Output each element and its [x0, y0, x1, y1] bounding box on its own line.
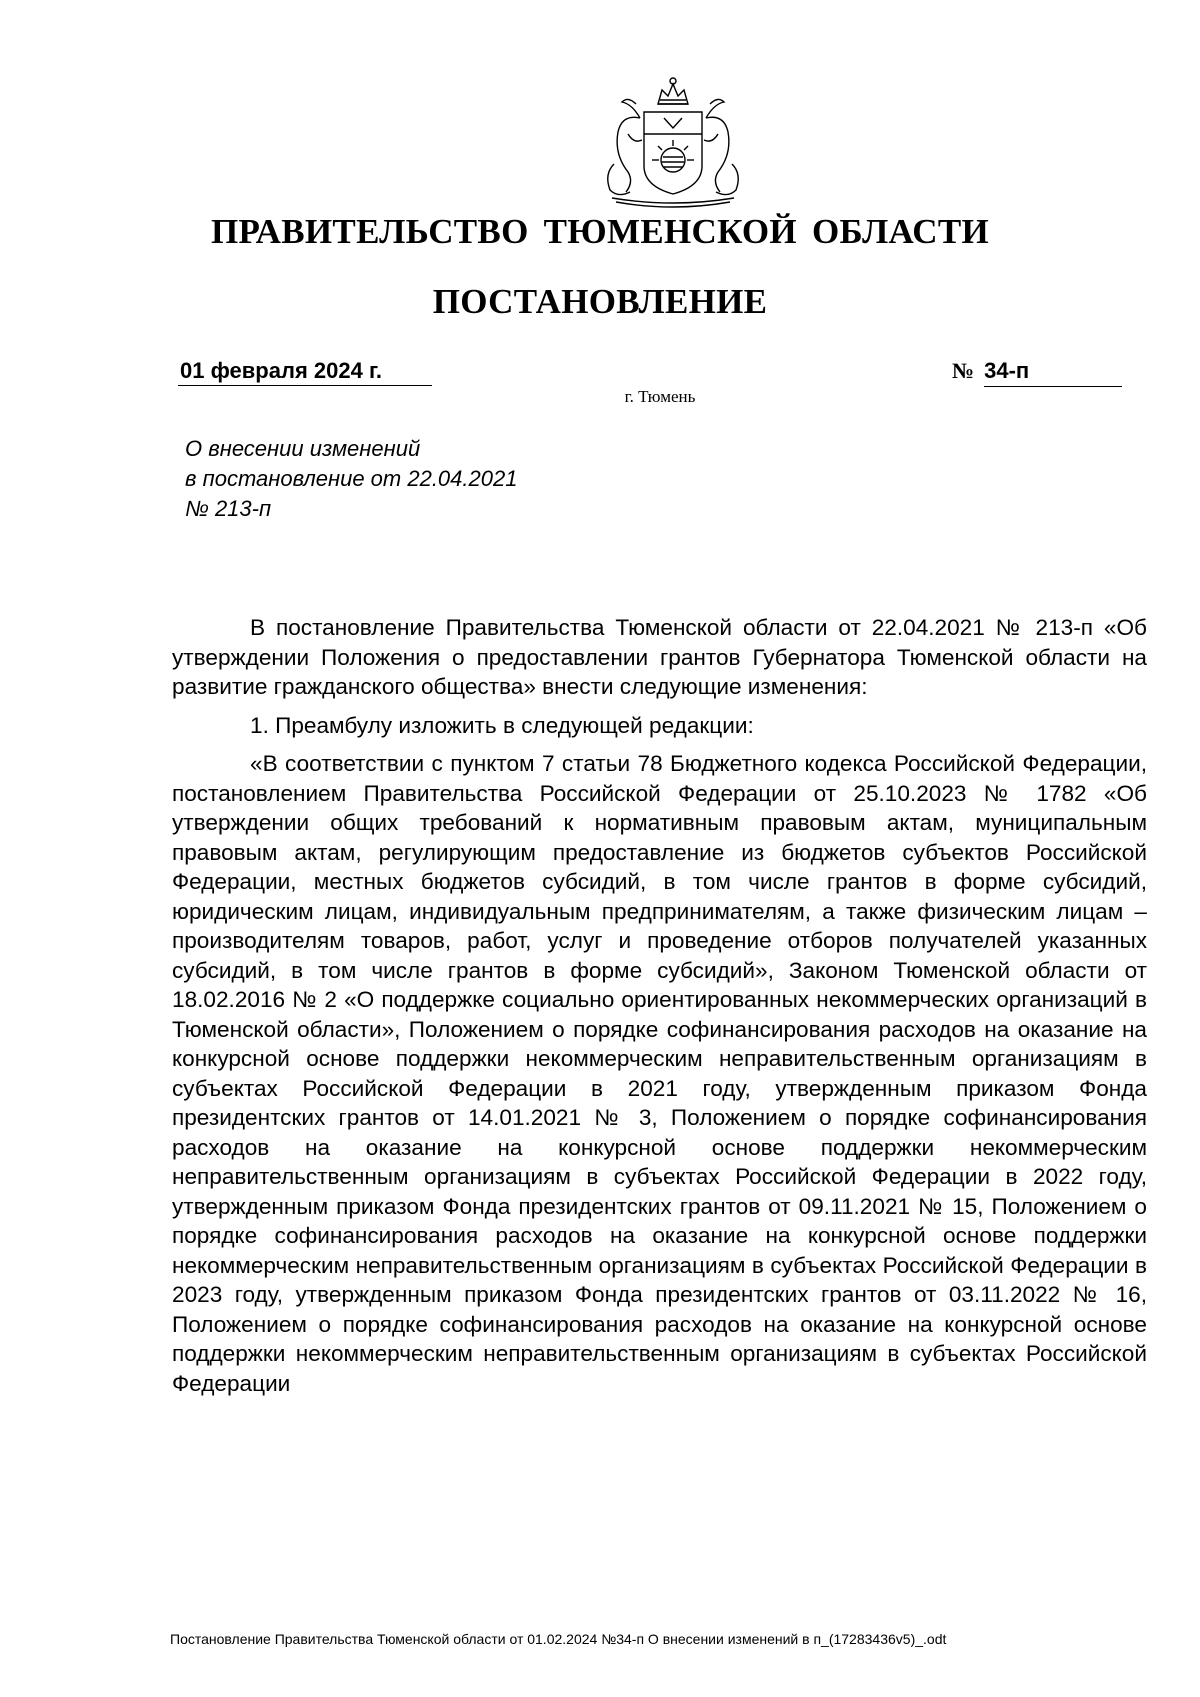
subject-line: О внесении изменений — [185, 436, 421, 461]
government-name: ПРАВИТЕЛЬСТВО ТЮМЕНСКОЙ ОБЛАСТИ — [210, 212, 990, 251]
document-subject — [185, 434, 625, 524]
body-paragraph: «В соответствии с пунктом 7 статьи 78 Бюджетного кодекса Российской Федерации, постановлением Правительства Российской Федерации от 25.10.2023 № 1782 «Об утверждении общих требований к нормативным правовым актам, муниципальным правовым актам, регулирующим предоставление из бюджетов субъектов Российской Федерации, местных бюджетов субсидий, в том числе грантов в форме субсидий, юридическим лицам, индивидуальным предпринимателям, а также физическим лицам – производителям товаров, работ, услуг и проведение отборов получателей указанных субсидий, в том числе грантов в форме субсидий», Законом Тюменской области от 18.02.2016 № 2 «О поддержке социально ориентированных некоммерческих организаций в Тюменской области», Положением о порядке софинансирования расходов на оказание на конкурсной основе поддержки некоммерческим неправительственным организациям в субъектах Российской Федерации в 2021 году, утвержденным приказом Фонда президентских грантов от 14.01.2021 № 3, Положением о порядке софинансирования расходов на оказание на конкурсной основе поддержки некоммерческим неправительственным организациям в субъектах Российской Федерации в 2022 году, утвержденным приказом Фонда президентских грантов от 09.11.2021 № 15, Положением о порядке софинансирования расходов на оказание на конкурсной основе поддержки некоммерческим неправительственным организациям в субъектах Российской Федерации в 2023 году, утвержденным приказом Фонда президентских грантов от 03.11.2022 № 16, Положением о порядке софинансирования расходов на оказание на конкурсной основе поддержки некоммерческим неправительственным организациям в субъектах Российской Федерации — [172, 751, 1147, 1396]
number-value: 34-п — [984, 356, 1122, 387]
document-type: ПОСТАНОВЛЕНИЕ — [432, 282, 768, 321]
subject-line: в постановление от 22.04.2021 — [185, 466, 518, 491]
body-paragraph: 1. Преамбулу изложить в следующей редакции: — [250, 712, 754, 738]
document-date: 01 февраля 2024 г. — [178, 356, 432, 386]
document-number — [952, 356, 1132, 386]
number-sign: № — [952, 358, 975, 383]
subject-line: № 213-п — [185, 496, 272, 521]
document-body — [172, 613, 1147, 1407]
document-city: г. Тюмень — [624, 387, 696, 406]
page-footer: Постановление Правительства Тюменской области от 01.02.2024 №34-п О внесении изменений в п_(17283436v5)_.odt — [170, 1631, 947, 1647]
coat-of-arms-icon — [592, 74, 754, 208]
body-paragraph: В постановление Правительства Тюменской области от 22.04.2021 № 213-п «Об утверждении Положения о предоставлении грантов Губернатора Тюменской области на развитие гражданского общества» внести следующие изменения: — [172, 615, 1147, 699]
